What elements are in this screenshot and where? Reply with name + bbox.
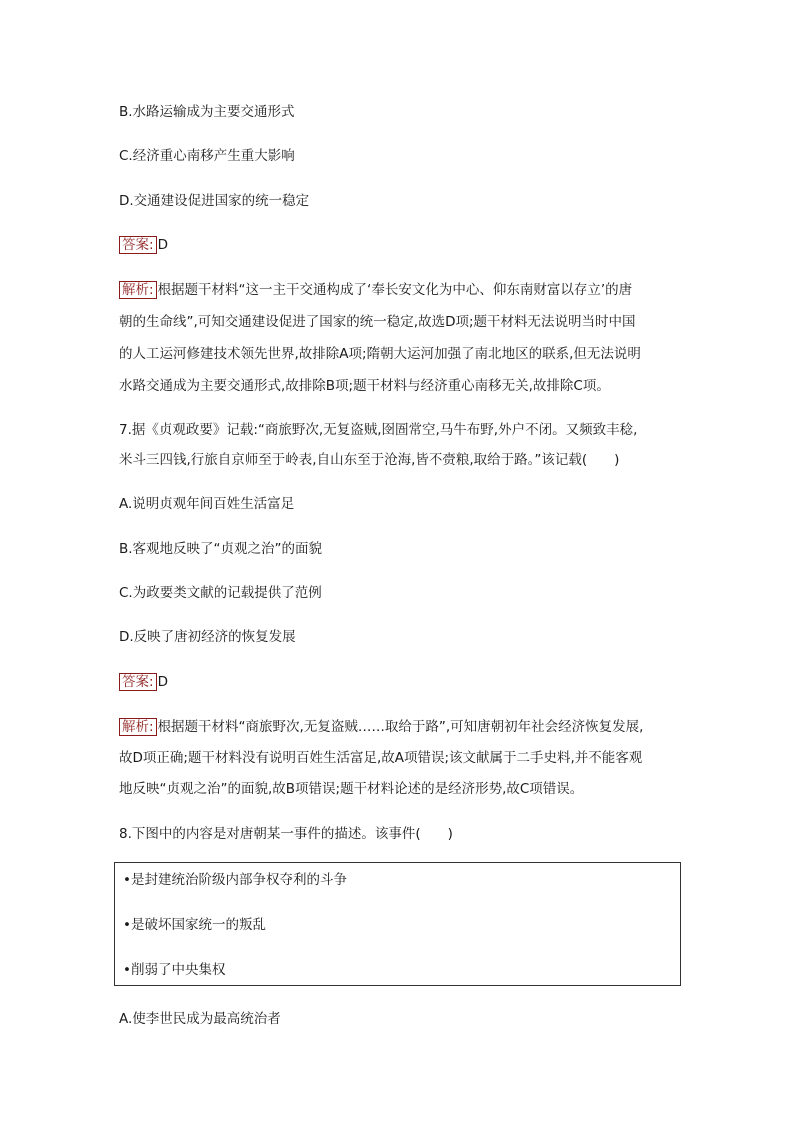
analysis-text: 根据题干材料“商旅野次,无复盗贼……取给于路”,可知唐朝初年社会经济恢复发展,: [157, 719, 644, 735]
analysis-label: 解析:: [119, 718, 157, 736]
q6-answer: [119, 236, 689, 255]
box-item: •是破坏国家统一的叛乱: [123, 917, 266, 933]
q7-analysis-line-3: 地反映“贞观之治”的面貌,故B项错误;题干材料论述的是经济形势,故C项错误。: [119, 781, 584, 797]
q7-answer: [119, 673, 689, 692]
q6-analysis-line-3: 的人工运河修建技术领先世界,故排除A项;隋朝大运河加强了南北地区的联系,但无法说明: [119, 346, 641, 362]
analysis-label: 解析:: [119, 281, 157, 299]
answer-label: 答案:: [119, 673, 157, 691]
q7-option-d: D.反映了唐初经济的恢复发展: [119, 629, 296, 645]
q7-analysis-line-1: [119, 718, 689, 737]
analysis-text: 根据题干材料“这一主干交通构成了‘奉长安文化为中心、仰东南财富以存立’的唐: [157, 282, 633, 298]
q8-description-box: [114, 862, 681, 986]
q7-option-c: C.为政要类文献的记载提供了范例: [119, 585, 322, 601]
q7-stem-line-1: 7.据《贞观政要》记载:“商旅野次,无复盗贼,囹圄常空,马牛布野,外户不闭。又频致丰稔,: [119, 422, 638, 438]
q8-stem: 8.下图中的内容是对唐朝某一事件的描述。该事件( ): [119, 826, 453, 842]
q7-option-b: B.客观地反映了“贞观之治”的面貌: [119, 541, 323, 557]
q6-analysis-line-2: 朝的生命线”,可知交通建设促进了国家的统一稳定,故选D项;题干材料无法说明当时中国: [119, 314, 636, 330]
q6-analysis-line-1: [119, 281, 689, 300]
box-item: •削弱了中央集权: [123, 962, 226, 978]
q8-option-a: A.使李世民成为最高统治者: [119, 1011, 281, 1027]
box-item: •是封建统治阶级内部争权夺利的斗争: [123, 872, 347, 888]
q7-analysis-line-2: 故D项正确;题干材料没有说明百姓生活富足,故A项错误;该文献属于二手史料,并不能客观: [119, 750, 643, 766]
answer-value: D: [157, 237, 168, 253]
answer-label: 答案:: [119, 236, 157, 254]
q6-analysis-line-4: 水路交通成为主要交通形式,故排除B项;题干材料与经济重心南移无关,故排除C项。: [119, 378, 610, 394]
q6-option-b: B.水路运输成为主要交通形式: [119, 104, 295, 120]
q6-option-d: D.交通建设促进国家的统一稳定: [119, 193, 310, 209]
q7-stem-line-2: 米斗三四钱,行旅自京师至于岭表,自山东至于沧海,皆不赍粮,取给于路。”该记载( ): [119, 452, 620, 468]
q6-option-c: C.经济重心南移产生重大影响: [119, 148, 295, 164]
answer-value: D: [157, 674, 168, 690]
q7-option-a: A.说明贞观年间百姓生活富足: [119, 496, 295, 512]
